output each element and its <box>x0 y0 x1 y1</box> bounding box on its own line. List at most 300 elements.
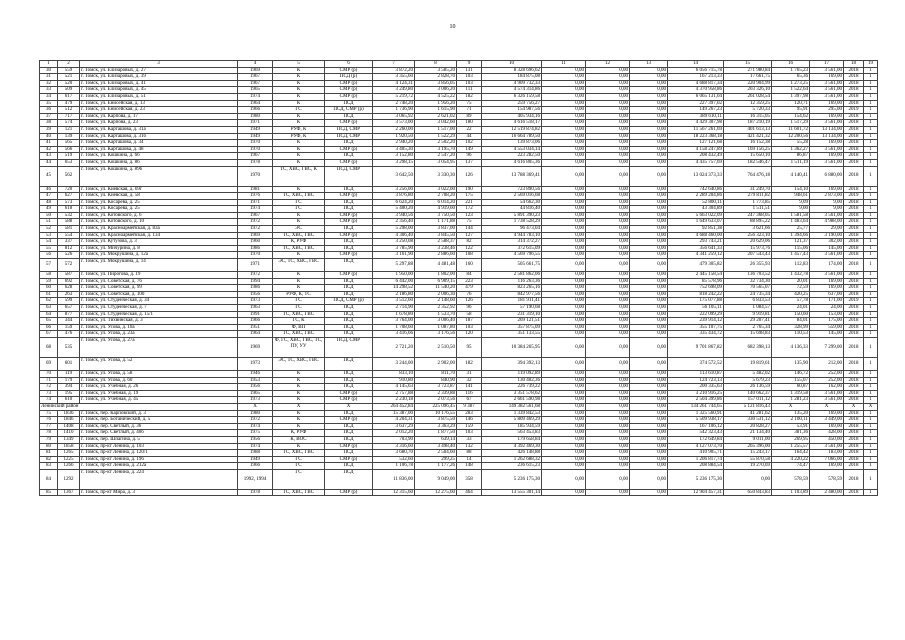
table-cell: 35 <box>40 100 58 107</box>
column-number-cell: 9 <box>457 61 482 68</box>
table-cell: 52 800,11 <box>668 199 724 206</box>
table-cell: ПСД <box>325 384 373 391</box>
table-cell: 420,25 <box>772 291 810 298</box>
table-cell: 2018 <box>844 87 864 94</box>
table-cell: 1 <box>864 456 878 463</box>
table-cell: 50 <box>40 212 58 219</box>
table-cell: 6 909,15 <box>415 278 457 285</box>
table-cell: 617 <box>58 93 80 100</box>
table-cell: 5 400,20 <box>373 206 415 213</box>
table-cell: 2018 <box>844 443 864 450</box>
table-cell: 1 <box>864 305 878 312</box>
table-cell: 742 640,86 <box>668 186 724 193</box>
table-cell: 0,00 <box>542 93 586 100</box>
table-cell: 0,00 <box>630 285 668 292</box>
table-cell: 269,95 <box>772 436 810 443</box>
table-cell: 65,36 <box>772 74 810 81</box>
table-cell: 1 087,80 <box>415 324 457 331</box>
table-row <box>40 252 878 259</box>
table-cell: 0,00 <box>630 384 668 391</box>
table-cell: 70 <box>40 370 58 377</box>
table-cell: 225 096,45 <box>415 403 457 410</box>
table-cell: 2 588,37 <box>415 239 457 246</box>
table-cell: 2018 <box>844 74 864 81</box>
table-cell: 1 <box>864 410 878 417</box>
column-number-cell: 8 <box>415 61 457 68</box>
table-row <box>40 417 878 424</box>
table-cell: 0,00 <box>586 159 630 166</box>
table-cell: 1972 <box>238 226 273 233</box>
table-cell: 2018 <box>844 120 864 127</box>
table-cell: 103 <box>457 430 482 437</box>
table-cell: 52 <box>40 226 58 233</box>
table-cell: 169,00 <box>810 285 844 292</box>
table-cell: 0,00 <box>630 311 668 318</box>
table-cell: К <box>273 417 325 424</box>
table-cell: СМР (р) <box>325 87 373 94</box>
table-cell: 4 136,33 <box>772 337 810 357</box>
table-cell: 1949 <box>238 456 273 463</box>
table-cell: 132 <box>457 443 482 450</box>
table-cell: 190 <box>457 186 482 193</box>
column-number-cell: 6 <box>325 61 373 68</box>
table-cell: 0,00 <box>630 450 668 457</box>
table-cell: 127 121,68 <box>668 140 724 147</box>
table-cell: 0,00 <box>630 133 668 140</box>
table-cell: 1975 <box>238 430 273 437</box>
table-row <box>40 469 878 489</box>
table-cell: 4 140,41 <box>772 166 810 186</box>
table-cell: 3 006,20 <box>415 87 457 94</box>
table-cell: 0,00 <box>630 436 668 443</box>
address-cell: г. Томск, ул. Енисейская, д. 13 <box>80 100 238 107</box>
table-cell: 9,00 <box>810 199 844 206</box>
table-cell: К <box>273 80 325 87</box>
table-cell: 8 328 696,62 <box>482 67 542 74</box>
table-cell: 146 <box>457 417 482 424</box>
table-cell: 578,59 <box>810 469 844 489</box>
table-cell: 11 567 261,69 <box>668 126 724 133</box>
table-cell: 0,00 <box>542 324 586 331</box>
table-cell: 2 504 399,86 <box>668 397 724 404</box>
table-cell: X <box>772 403 810 410</box>
column-number-cell: 16 <box>772 61 810 68</box>
address-cell: г. Томск, ул. Кутузова, д. 3 <box>80 239 238 246</box>
table-cell: К <box>273 212 325 219</box>
table-cell: 149 <box>457 146 482 153</box>
table-cell: 55 870,58 <box>724 456 772 463</box>
table-cell: 0,00 <box>542 239 586 246</box>
table-row <box>40 107 878 114</box>
table-cell: 2018 <box>844 159 864 166</box>
table-cell: 0,00 <box>586 298 630 305</box>
table-cell: 31 <box>457 370 482 377</box>
table-row <box>40 331 878 338</box>
table-cell: 256 323,10 <box>724 232 772 239</box>
table-cell: 0,00 <box>586 87 630 94</box>
table-row <box>40 193 878 200</box>
table-cell: 57 190,68 <box>482 305 542 312</box>
table-cell: ПСД <box>325 291 373 298</box>
table-cell: 0,00 <box>542 291 586 298</box>
address-cell: г. Томск, ул. Елизаровых, д. 51 <box>80 93 238 100</box>
table-cell: 3 006,40 <box>415 318 457 325</box>
table-cell: 159 <box>457 423 482 430</box>
table-cell: 17 661,75 <box>724 74 772 81</box>
table-cell: 1349 <box>58 436 80 443</box>
table-cell: 389 610,11 <box>668 113 724 120</box>
table-cell: 112,83 <box>772 259 810 272</box>
table-cell: 1946 <box>238 370 273 377</box>
table-cell: СМР (р) <box>325 489 373 496</box>
table-cell: 2018 <box>844 410 864 417</box>
table-cell: ПСД <box>325 331 373 338</box>
table-row <box>40 159 878 166</box>
table-cell: 175,00 <box>810 318 844 325</box>
table-cell: 1965 <box>238 87 273 94</box>
table-cell: 75 <box>457 219 482 226</box>
table-cell: 421 421,32 <box>724 133 772 140</box>
table-cell: 1956 <box>238 291 273 298</box>
table-cell: 818 242,22 <box>668 291 724 298</box>
address-cell: г. Томск, ул. Кошкина, д. 66 <box>80 153 238 160</box>
table-cell: 4 435 757,69 <box>668 159 724 166</box>
table-cell: 2018 <box>844 390 864 397</box>
table-cell: 1966 <box>238 107 273 114</box>
table-cell: 5 236 175,30 <box>482 469 542 489</box>
table-cell: 48 <box>40 199 58 206</box>
table-row <box>40 186 878 193</box>
table-cell: 752 698,09 <box>668 285 724 292</box>
table-cell: 86,87 <box>772 153 810 160</box>
table-cell: 2 510,50 <box>415 337 457 357</box>
table-cell: 10 176,55 <box>415 410 457 417</box>
table-cell: 9 701 867,82 <box>668 337 724 357</box>
table-cell: 4 220,22 <box>772 456 810 463</box>
table-cell: 53,91 <box>772 423 810 430</box>
table-cell: 0,00 <box>630 397 668 404</box>
table-cell: 0,00 <box>542 337 586 357</box>
table-cell: 3 561,00 <box>810 252 844 259</box>
register-table <box>39 60 878 496</box>
table-cell: ПСД <box>325 140 373 147</box>
table-cell: 394 <box>58 384 80 391</box>
table-cell: 842 977,56 <box>482 291 542 298</box>
table-cell: 0,00 <box>542 146 586 153</box>
table-cell: 3 405,30 <box>373 146 415 153</box>
table-cell: 0,00 <box>542 443 586 450</box>
table-cell: 200 335,63 <box>668 384 724 391</box>
table-cell: 135,20 <box>772 410 810 417</box>
table-cell: 9 387 <box>457 403 482 410</box>
table-row <box>40 245 878 252</box>
table-cell: 0,00 <box>542 133 586 140</box>
table-cell: 574 <box>58 120 80 127</box>
table-cell: ПСД <box>325 377 373 384</box>
address-cell: г. Томск, ул. Елизаровых, д. 41 <box>80 80 238 87</box>
table-cell: 38 <box>40 120 58 127</box>
table-cell: 5 679,23 <box>724 377 772 384</box>
table-cell: 3 065,92 <box>373 113 415 120</box>
table-cell: 1953 <box>238 377 273 384</box>
table-cell: 1967 <box>238 80 273 87</box>
table-cell: 11 601,72 <box>772 126 810 133</box>
table-cell: 1 522,29 <box>415 133 457 140</box>
table-cell: 1967 <box>238 153 273 160</box>
table-cell: 479 305,82 <box>668 259 724 272</box>
table-cell: 0,00 <box>586 206 630 213</box>
table-cell: 0,00 <box>586 153 630 160</box>
table-cell: ПСД, СМР (р) <box>325 298 373 305</box>
table-cell: 1972 <box>238 417 273 424</box>
table-cell: 71 <box>40 377 58 384</box>
table-cell: 2018 <box>844 436 864 443</box>
table-cell: 450,00 <box>810 436 844 443</box>
table-cell: 144 <box>457 226 482 233</box>
table-cell: 381,36 <box>772 430 810 437</box>
table-cell: 12 519 874,82 <box>482 126 542 133</box>
table-cell: 3 210 916,25 <box>668 390 724 397</box>
table-cell: 2 765,34 <box>724 324 772 331</box>
table-cell: 1 522,64 <box>772 87 810 94</box>
table-cell: К <box>273 140 325 147</box>
table-cell: 0,00 <box>586 193 630 200</box>
table-cell: 68 <box>40 337 58 357</box>
address-cell: г. Томск, ул. Кошкина, д. 89б <box>80 166 238 186</box>
table-cell: СМР (р) <box>325 120 373 127</box>
table-cell: 0,00 <box>630 298 668 305</box>
table-cell: 0,00 <box>542 370 586 377</box>
table-cell: 0,00 <box>630 291 668 298</box>
table-cell: 0,00 <box>630 159 668 166</box>
table-cell: 65 <box>40 318 58 325</box>
table-cell: 3 876,80 <box>373 193 415 200</box>
table-cell: 1 <box>864 93 878 100</box>
table-cell: 123 <box>457 212 482 219</box>
table-cell: 0,00 <box>586 430 630 437</box>
table-cell: 1 <box>864 443 878 450</box>
table-cell: 3 054,95 <box>415 159 457 166</box>
table-cell: 9 049,00 <box>415 469 457 489</box>
table-cell: 26 355,93 <box>724 259 772 272</box>
table-cell: 3 723,87 <box>415 384 457 391</box>
table-cell: 1 339 842,53 <box>482 410 542 417</box>
table-cell: 141 <box>457 384 482 391</box>
table-cell: 840,90 <box>415 377 457 384</box>
table-cell: 302,00 <box>810 239 844 246</box>
table-cell: 0,00 <box>630 417 668 424</box>
address-cell: г. Томск, ул. Тихвинская, д. 3 <box>80 318 238 325</box>
table-cell: 1978 <box>238 489 273 496</box>
table-cell: 11 836,00 <box>373 469 415 489</box>
table-cell: 1 <box>864 331 878 338</box>
table-cell: 73 <box>40 390 58 397</box>
table-cell: 0,00 <box>542 397 586 404</box>
table-cell: 0,00 <box>542 120 586 127</box>
table-cell: 71 <box>457 107 482 114</box>
table-cell: 1 262 688,32 <box>482 456 542 463</box>
table-cell: 1 171,88 <box>415 219 457 226</box>
table-cell: 0,00 <box>630 357 668 370</box>
address-cell: г. Томск, ул. Усова, д. 52 <box>80 357 238 370</box>
column-number-cell: 13 <box>630 61 668 68</box>
table-cell: 0,00 <box>630 140 668 147</box>
table-cell: 4 145,63 <box>373 384 415 391</box>
table-cell: 877 <box>58 311 80 318</box>
table-cell: 223 282,50 <box>482 153 542 160</box>
table-cell: 1 <box>864 436 878 443</box>
table-cell: 1949 <box>238 133 273 140</box>
table-cell: 0,00 <box>542 436 586 443</box>
table-row <box>40 311 878 318</box>
table-cell: 169,00 <box>810 278 844 285</box>
address-cell: г. Томск, ул. Карташова, д. 31а <box>80 126 238 133</box>
table-cell: 208 432,49 <box>668 153 724 160</box>
table-cell: 3 561,00 <box>810 120 844 127</box>
table-cell: 252,00 <box>810 370 844 377</box>
table-cell: 6 880,00 <box>810 166 844 186</box>
table-cell: 1 273,25 <box>772 80 810 87</box>
table-cell: СМР (р) <box>325 252 373 259</box>
table-cell: 1 <box>864 133 878 140</box>
table-cell: 9,00 <box>772 206 810 213</box>
table-cell: К <box>273 272 325 279</box>
address-cell: г. Томск, ул. Учебная, д. 26 <box>80 384 238 391</box>
table-cell: 261 028,54 <box>724 93 772 100</box>
table-cell: 5 121 816,43 <box>724 403 772 410</box>
table-cell: 4 919,60 <box>415 206 457 213</box>
table-cell: ГС <box>273 305 325 312</box>
table-cell: 0,00 <box>586 384 630 391</box>
table-cell: 2018 <box>844 377 864 384</box>
table-row <box>40 74 878 81</box>
address-cell: г. Томск, ул. Красноармейская, д. 83а <box>80 226 238 233</box>
table-cell: 2018 <box>844 133 864 140</box>
table-cell: 221 <box>457 199 482 206</box>
table-cell: 1 <box>864 239 878 246</box>
table-row <box>40 100 878 107</box>
table-cell: 185 934,59 <box>482 423 542 430</box>
table-cell: 0,00 <box>542 377 586 384</box>
table-cell: 182 546,47 <box>724 159 772 166</box>
table-cell: 2018 <box>844 226 864 233</box>
table-cell: 6 014,20 <box>415 199 457 206</box>
table-cell: ПСД <box>325 153 373 160</box>
table-cell: 51 <box>40 219 58 226</box>
table-cell: ПСД <box>325 311 373 318</box>
table-cell: 3 238,46 <box>415 245 457 252</box>
table-cell: 15 650,10 <box>724 153 772 160</box>
table-cell: 3 750,50 <box>415 212 457 219</box>
table-cell: 271 980,84 <box>724 67 772 74</box>
table-cell: 0,00 <box>586 331 630 338</box>
table-cell: X <box>273 403 325 410</box>
table-cell: 0,00 <box>630 120 668 127</box>
table-cell: 0,00 <box>630 146 668 153</box>
table-cell: ПСД <box>325 278 373 285</box>
table-cell: СМР (р) <box>325 417 373 424</box>
table-cell: 1 517,29 <box>772 120 810 127</box>
table-cell: 2 504,60 <box>415 450 457 457</box>
table-cell: 1 397,98 <box>772 93 810 100</box>
table-cell: 3 249,80 <box>373 87 415 94</box>
table-cell: 0,00 <box>542 450 586 457</box>
table-cell: 126 <box>457 298 482 305</box>
address-cell: г. Томск, ул. Студенческая, д. 15/1 <box>80 311 238 318</box>
table-cell: К <box>273 120 325 127</box>
table-cell: 554 <box>58 232 80 239</box>
table-row <box>40 430 878 437</box>
table-cell: 162,00 <box>810 384 844 391</box>
table-cell: 1972 <box>238 219 273 226</box>
table-cell: 0,00 <box>630 113 668 120</box>
table-cell: 2018 <box>844 186 864 193</box>
table-cell: 1 <box>864 489 878 496</box>
table-cell: 149 382 561,68 <box>482 403 542 410</box>
table-cell: 3 190,00 <box>810 232 844 239</box>
table-cell: 24,01 <box>772 305 810 312</box>
table-cell: 3 764,00 <box>373 318 415 325</box>
table-cell: 9,09 <box>772 199 810 206</box>
table-cell: 1 <box>864 74 878 81</box>
address-cell: г. Томск, ул. Красноармейская, д. 134 <box>80 232 238 239</box>
table-cell: 0,00 <box>586 305 630 312</box>
table-cell: 4 158 247,89 <box>668 146 724 153</box>
table-cell: 833,10 <box>373 370 415 377</box>
table-row <box>40 305 878 312</box>
table-cell: 0,00 <box>542 199 586 206</box>
table-cell: 182 <box>457 93 482 100</box>
table-row <box>40 113 878 120</box>
table-cell: 0,00 <box>630 153 668 160</box>
table-cell: 723 890,56 <box>482 186 542 193</box>
table-cell: 2018 <box>844 252 864 259</box>
table-cell: 6 442,00 <box>373 278 415 285</box>
table-cell: 3 585,20 <box>415 67 457 74</box>
table-cell: 1 <box>864 272 878 279</box>
table-cell: 283 <box>457 410 482 417</box>
table-cell: 1 <box>864 186 878 193</box>
table-cell: 1 255,57 <box>772 443 810 450</box>
column-number-cell: 11 <box>542 61 586 68</box>
table-cell: ПСД <box>325 357 373 370</box>
table-cell: 0,00 <box>542 100 586 107</box>
table-cell: 0,00 <box>586 245 630 252</box>
table-cell: 1 <box>864 259 878 272</box>
table-cell: ПСД <box>325 113 373 120</box>
table-cell: 1 738 528,29 <box>482 219 542 226</box>
table-cell: 1 <box>864 100 878 107</box>
table-cell: 335 434,72 <box>668 331 724 338</box>
table-cell: 76 <box>40 417 58 424</box>
table-cell: 16 664 789,50 <box>482 133 542 140</box>
table-cell: 3 573,00 <box>373 120 415 127</box>
table-cell: ТС, ХВС, ГВС <box>273 232 325 239</box>
table-cell: 0,00 <box>630 232 668 239</box>
table-cell: ГС <box>273 469 325 489</box>
table-cell: 2 581 862,06 <box>482 272 542 279</box>
table-cell: 2018 <box>844 100 864 107</box>
table-cell: 13 134,00 <box>810 133 844 140</box>
table-row <box>40 318 878 325</box>
table-cell: 103 <box>457 74 482 81</box>
table-cell: 172 649,84 <box>668 436 724 443</box>
table-cell: 13 555 301,14 <box>482 489 542 496</box>
table-cell: К <box>273 397 325 404</box>
table-cell: К <box>273 159 325 166</box>
table-cell: 207 543,43 <box>724 252 772 259</box>
district-name-cell: Ленинский район <box>40 403 238 410</box>
